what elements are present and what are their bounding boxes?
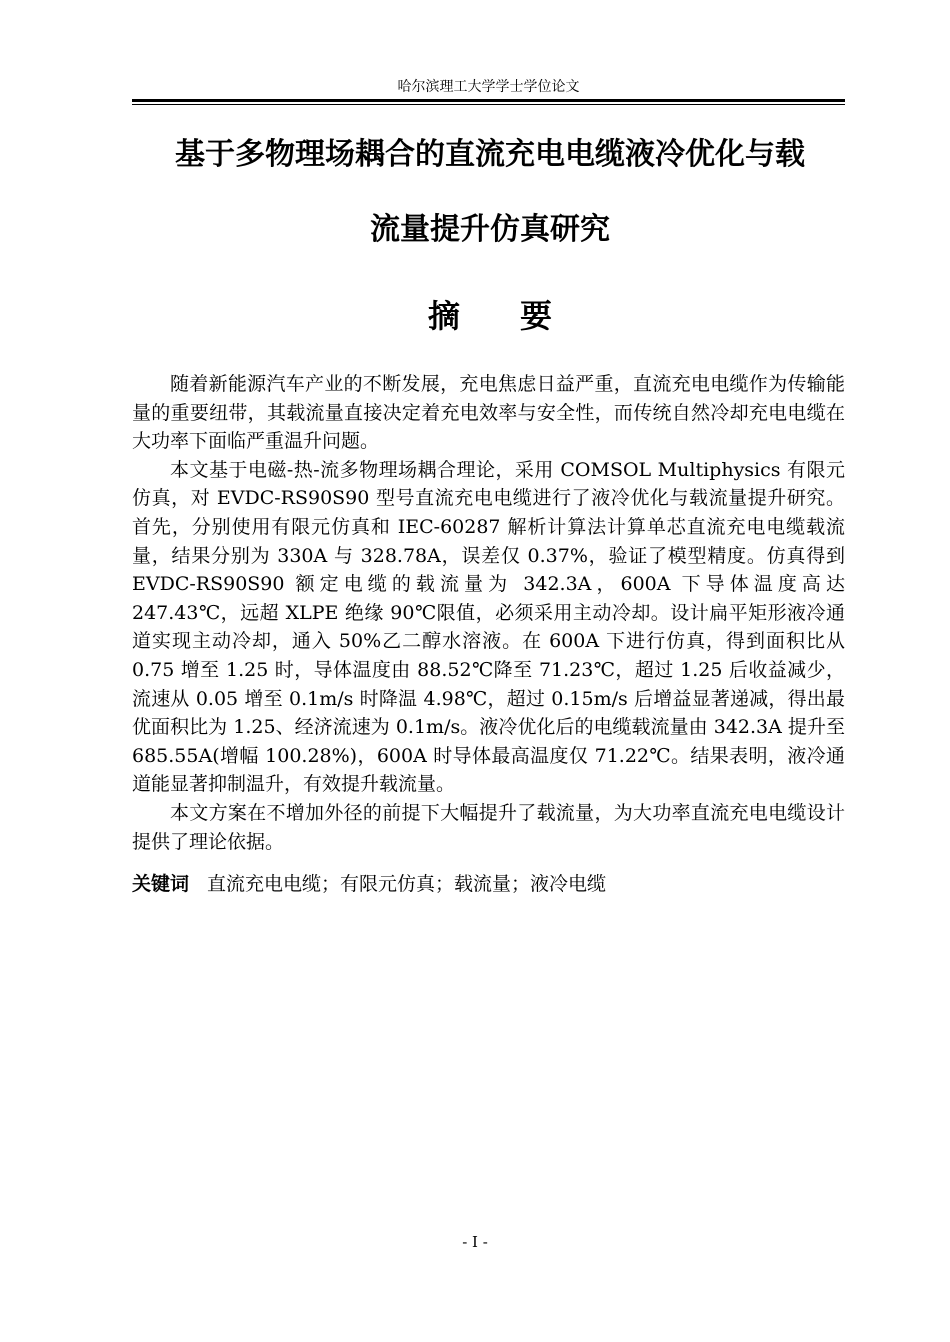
abstract-heading: 摘要 (427, 297, 612, 335)
abstract-paragraph-1: 随着新能源汽车产业的不断发展，充电焦虑日益严重，直流充电电缆作为传输能量的重要纽带，其载流量直接决定着充电效率与安全性，而传统自然冷却充电电缆在大功率下面临严重温升问题。 (132, 373, 845, 453)
header-rule-thin (132, 104, 845, 105)
thesis-title-line-2: 流量提升仿真研究 (370, 212, 610, 247)
thesis-title-line-1: 基于多物理场耦合的直流充电电缆液冷优化与载 (175, 137, 805, 172)
abstract-paragraph-2: 本文基于电磁-热-流多物理场耦合理论，采用 COMSOL Multiphysics 有限元仿真，对 EVDC-RS90S90 型号直流充电电缆进行了液冷优化与载流量提升研究。首先，分别使用有限元仿真和 IEC-60287 解析计算法计算单芯直流充电电缆载流量，结果分别为 330A 与 328.78A，误差仅 0.37%，验证了模型精度。仿真得到 EVDC-RS90S90 额定电缆的载流量为 342.3A，600A 下导体温度高达 247.43℃，远超 XLPE 绝缘 90℃限值，必须采用主动冷却。设计扁平矩形液冷通道实现主动冷却，通入 50%乙二醇水溶液。在 600A 下进行仿真，得到面积比从 0.75 增至 1.25 时，导体温度由 88.52℃降至 71.23℃，超过 1.25 后收益减少，流速从 0.05 增至 0.1m/s 时降温 4.98℃，超过 0.15m/s 后增益显著递减，得出最优面积比为 1.25、经济流速为 0.1m/s。液冷优化后的电缆载流量由 342.3A 提升至 685.55A(增幅 100.28%)，600A 时导体最高温度仅 71.22℃。结果表明，液冷通道能显著抑制温升，有效提升载流量。 (132, 458, 845, 796)
keywords-line (132, 870, 845, 898)
running-header: 哈尔滨理工大学学士学位论文 (397, 79, 580, 95)
abstract-body (132, 370, 845, 856)
keywords-value: 直流充电电缆；有限元仿真；载流量；液冷电缆 (207, 873, 607, 895)
page-number: - I - (462, 1233, 488, 1251)
header-rule-thick (132, 99, 845, 102)
keywords-label: 关键词 (132, 873, 190, 895)
abstract-paragraph-3: 本文方案在不增加外径的前提下大幅提升了载流量，为大功率直流充电电缆设计提供了理论依据。 (132, 801, 845, 853)
